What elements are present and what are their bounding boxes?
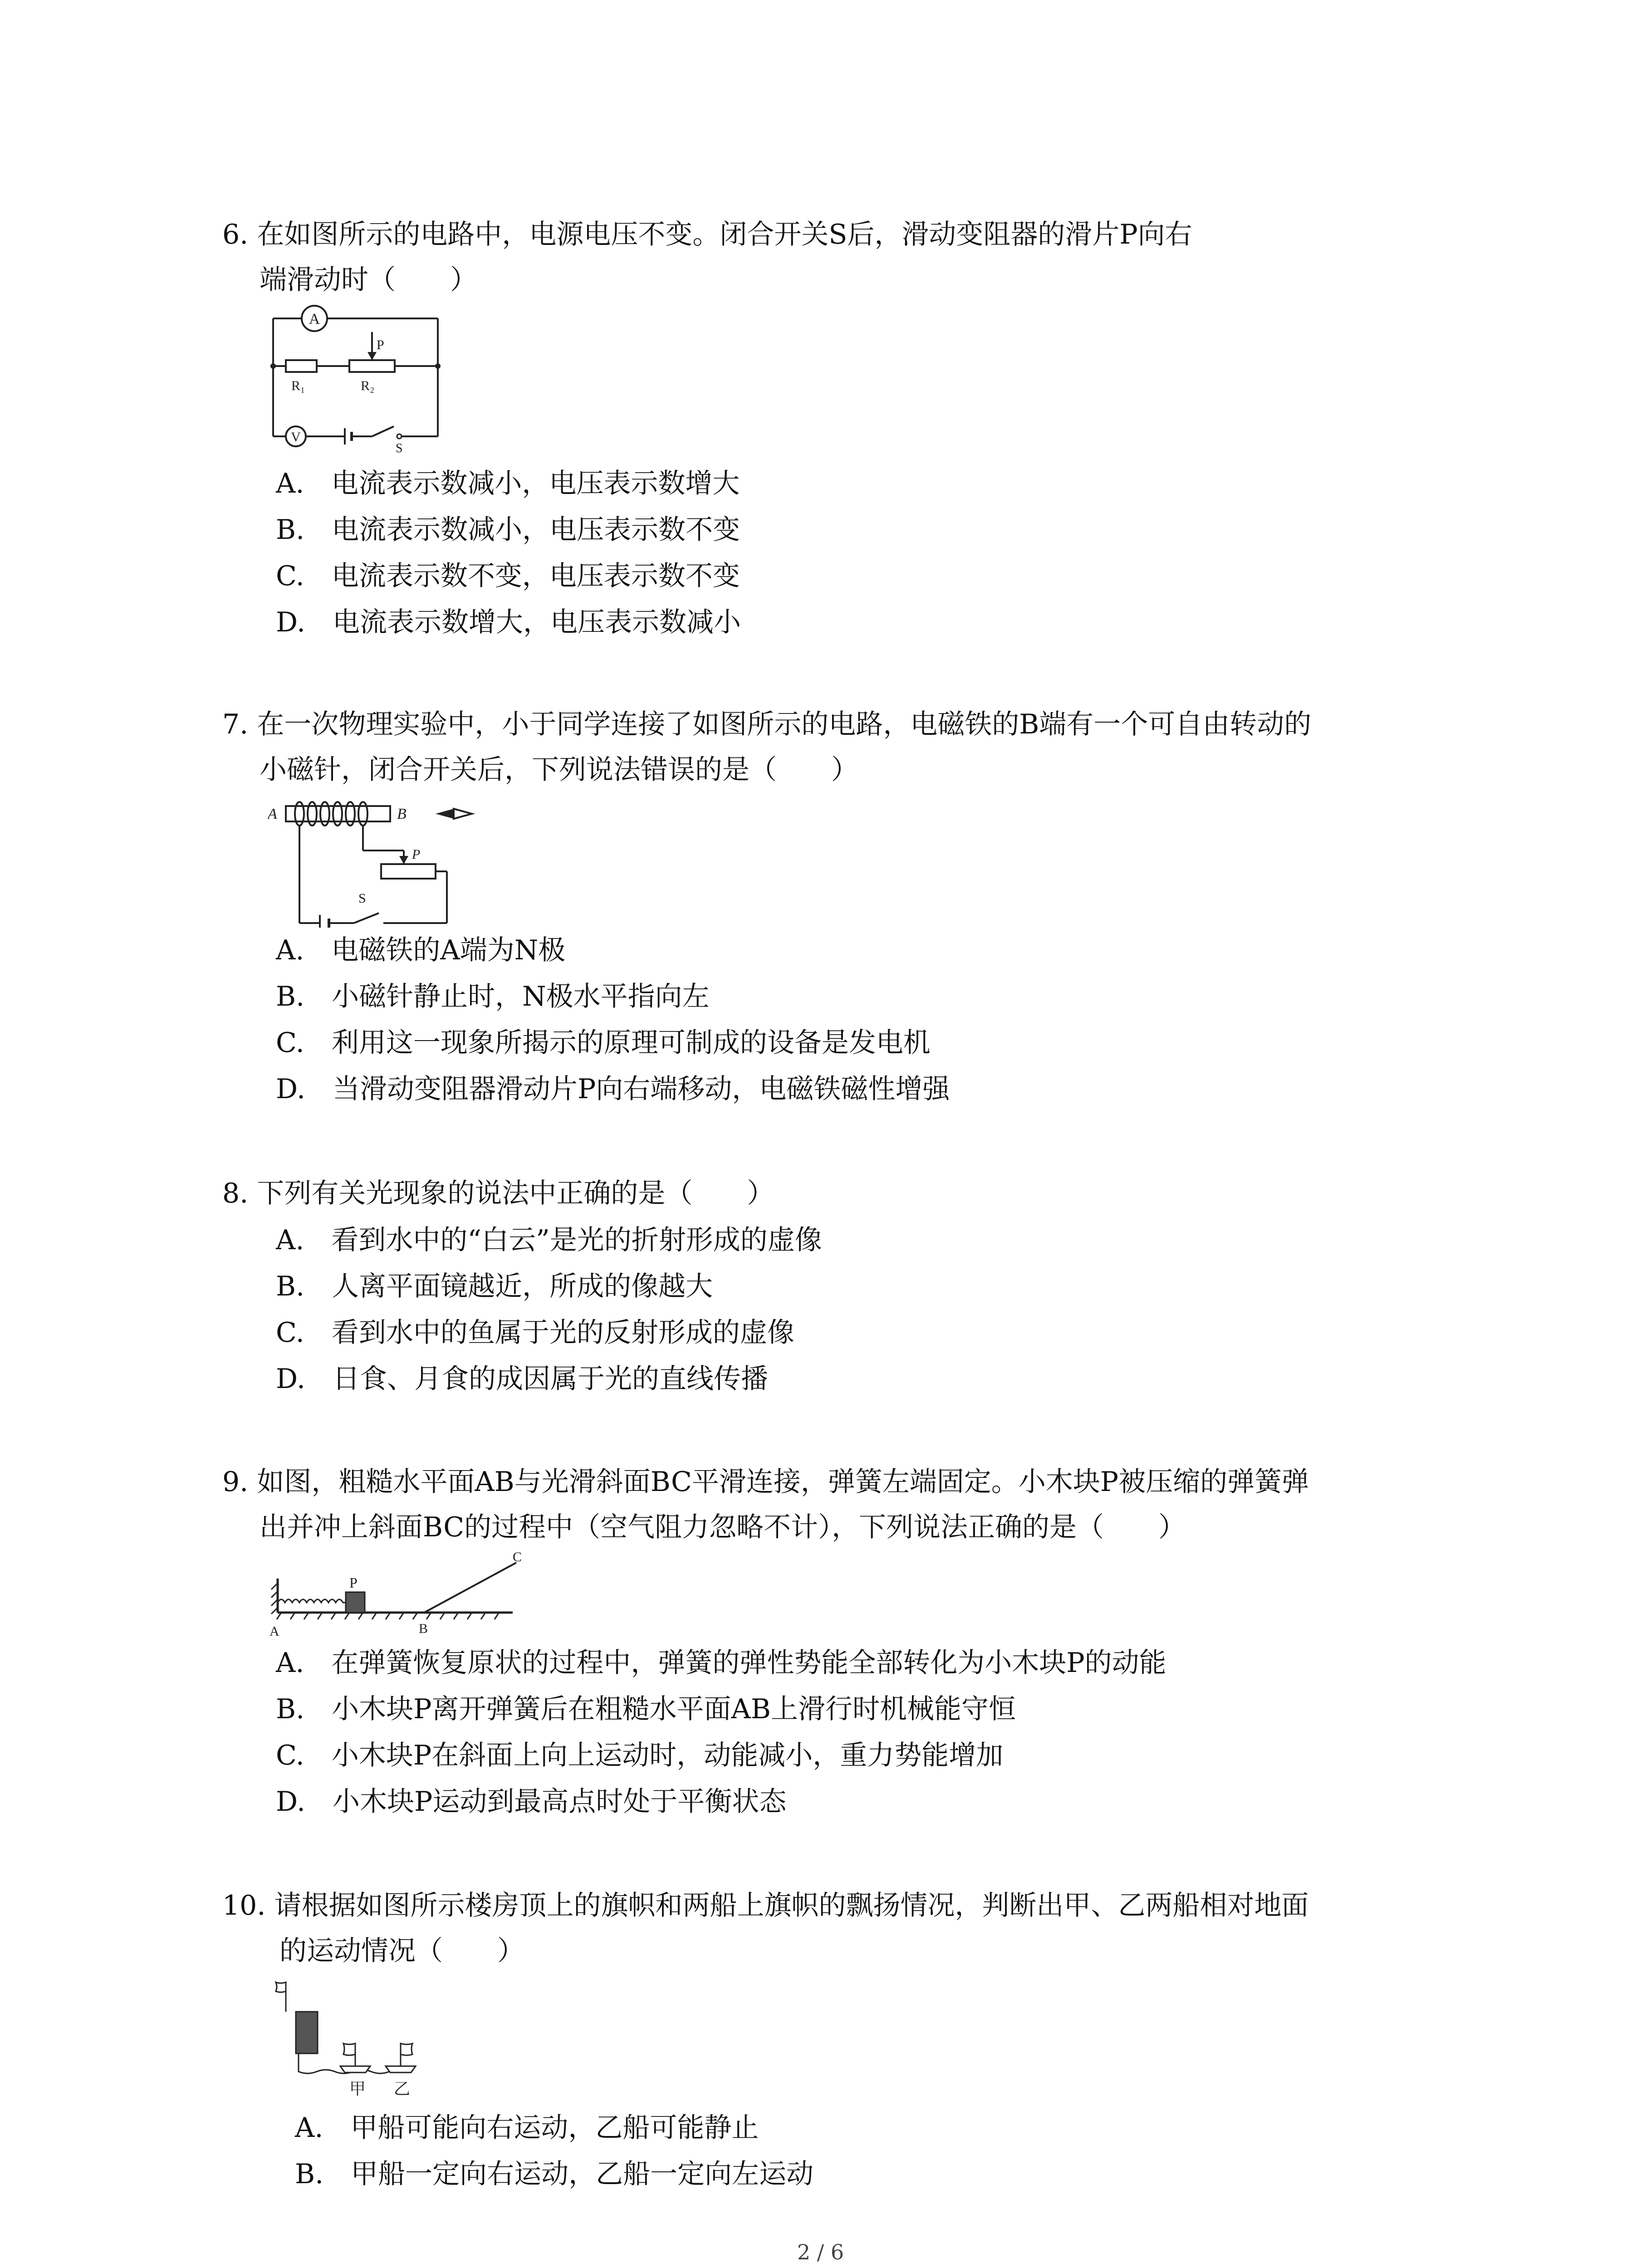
q7-option-a <box>276 934 566 966</box>
option-text: 在弹簧恢复原状的过程中，弹簧的弹性势能全部转化为小木块P的动能 <box>331 1647 1166 1679</box>
q10-option-a <box>295 2112 759 2144</box>
q7-option-c <box>276 1027 931 1059</box>
q9-option-d <box>276 1786 787 1818</box>
option-key: B. <box>276 514 305 546</box>
question-9-line-2: 出并冲上斜面BC的过程中（空气阻力忽略不计），下列说法正确的是（ ） <box>260 1511 1186 1543</box>
q6-option-b <box>276 514 740 546</box>
option-key: B. <box>276 1271 305 1302</box>
switch-s-label: S <box>358 891 366 906</box>
q7-option-b <box>276 983 710 1010</box>
r1-label: R₁ <box>291 378 305 393</box>
boat-jia-label: 甲 <box>349 2080 366 2098</box>
question-6-line-2: 端滑动时（ ） <box>260 264 477 296</box>
question-text: 在如图所示的电路中，电源电压不变。闭合开关S后，滑动变阻器的滑片P向右 <box>257 219 1192 250</box>
option-text: 小木块P离开弹簧后在粗糙水平面AB上滑行时机械能守恒 <box>332 1693 1016 1725</box>
q8-option-c <box>276 1317 794 1349</box>
option-key: A. <box>276 1647 304 1679</box>
option-text: 利用这一现象所揭示的原理可制成的设备是发电机 <box>331 1027 931 1059</box>
option-text: 甲船一定向右运动，乙船一定向左运动 <box>351 2158 814 2190</box>
option-key: D. <box>276 606 306 638</box>
option-text: 甲船可能向右运动，乙船可能静止 <box>350 2112 759 2144</box>
option-key: D. <box>276 1073 306 1105</box>
q9-option-c <box>276 1742 1003 1769</box>
option-text: 看到水中的“白云”是光的折射形成的虚像 <box>331 1224 822 1256</box>
option-text: 当滑动变阻器滑动片P向右端移动，电磁铁磁性增强 <box>333 1073 950 1105</box>
circuit-diagram-q6 <box>268 305 458 455</box>
boats-flags-diagram-q10 <box>272 1975 454 2102</box>
q7-option-d <box>276 1075 950 1103</box>
option-text: 电流表示数减小，电压表示数增大 <box>331 468 740 499</box>
q6-option-c <box>276 562 740 590</box>
ammeter-label: A <box>309 311 320 327</box>
question-text: 如图，粗糙水平面AB与光滑斜面BC平滑连接，弹簧左端固定。小木块P被压缩的弹簧弹 <box>257 1466 1309 1498</box>
spring-incline-diagram-q9 <box>268 1551 522 1642</box>
question-number: 10. <box>222 1890 266 1921</box>
option-key: B. <box>295 2158 324 2190</box>
option-text: 小磁针静止时，N极水平指向左 <box>332 981 710 1012</box>
r2-label: R₂ <box>361 378 375 393</box>
option-text: 看到水中的鱼属于光的反射形成的虚像 <box>331 1317 794 1349</box>
question-text: 请根据如图所示楼房顶上的旗帜和两船上旗帜的飘扬情况，判断出甲、乙两船相对地面 <box>274 1890 1309 1921</box>
end-a-label: A <box>268 806 277 822</box>
option-key: C. <box>276 560 304 592</box>
question-number: 7. <box>222 709 249 740</box>
question-8-line-1 <box>222 1180 774 1207</box>
question-7-line-1 <box>222 711 1311 738</box>
q8-option-b <box>276 1273 713 1300</box>
question-10-line-1 <box>222 1892 1309 1919</box>
question-7-line-2: 小磁针，闭合开关后，下列说法错误的是（ ） <box>260 754 858 786</box>
voltmeter-label: V <box>291 430 301 445</box>
option-key: A. <box>276 1224 304 1256</box>
point-b-label: B <box>419 1621 428 1636</box>
block-p-label: P <box>349 1574 358 1591</box>
question-number: 8. <box>222 1178 249 1209</box>
point-a-label: A <box>269 1624 279 1639</box>
option-text: 小木块P在斜面上向上运动时，动能减小，重力势能增加 <box>331 1740 1004 1771</box>
option-key: A. <box>295 2112 323 2144</box>
option-text: 日食、月食的成因属于光的直线传播 <box>333 1363 769 1395</box>
end-b-label: B <box>397 806 407 822</box>
point-c-label: C <box>513 1551 522 1564</box>
page-number: 2 / 6 <box>797 2240 844 2264</box>
question-10-line-2: 的运动情况（ ） <box>279 1935 524 1967</box>
option-key: B. <box>276 1693 305 1725</box>
option-key: A. <box>276 934 304 966</box>
option-key: C. <box>276 1317 304 1349</box>
option-key: C. <box>276 1027 304 1059</box>
option-key: D. <box>276 1786 306 1818</box>
switch-s-label: S <box>396 441 403 455</box>
q8-option-d <box>276 1365 768 1393</box>
option-text: 电流表示数不变，电压表示数不变 <box>331 560 740 592</box>
option-key: C. <box>276 1740 304 1771</box>
question-9-line-1 <box>222 1468 1309 1496</box>
option-text: 小木块P运动到最高点时处于平衡状态 <box>333 1786 787 1818</box>
electromagnet-diagram-q7 <box>268 796 485 928</box>
question-number: 9. <box>222 1466 249 1498</box>
option-text: 人离平面镜越近，所成的像越大 <box>332 1271 713 1302</box>
option-text: 电流表示数增大，电压表示数减小 <box>333 606 741 638</box>
option-key: A. <box>276 468 304 499</box>
q8-option-a <box>276 1224 822 1256</box>
q6-option-a <box>276 470 740 497</box>
question-6-line-1 <box>222 221 1192 248</box>
option-text: 电磁铁的A端为N极 <box>331 934 566 966</box>
q9-option-a <box>276 1649 1166 1677</box>
option-text: 电流表示数减小，电压表示数不变 <box>332 514 740 546</box>
question-number: 6. <box>222 219 249 250</box>
q6-option-d <box>276 606 741 638</box>
q10-option-b <box>295 2160 813 2188</box>
q9-option-b <box>276 1693 1016 1725</box>
option-key: B. <box>276 981 305 1012</box>
option-key: D. <box>276 1363 306 1395</box>
question-text: 下列有关光现象的说法中正确的是（ ） <box>257 1178 774 1209</box>
question-text: 在一次物理实验中，小于同学连接了如图所示的电路，电磁铁的B端有一个可自由转动的 <box>257 709 1312 740</box>
boat-yi-label: 乙 <box>394 2080 411 2098</box>
slider-p-label: P <box>377 337 384 352</box>
slider-p-label: P <box>412 847 421 862</box>
